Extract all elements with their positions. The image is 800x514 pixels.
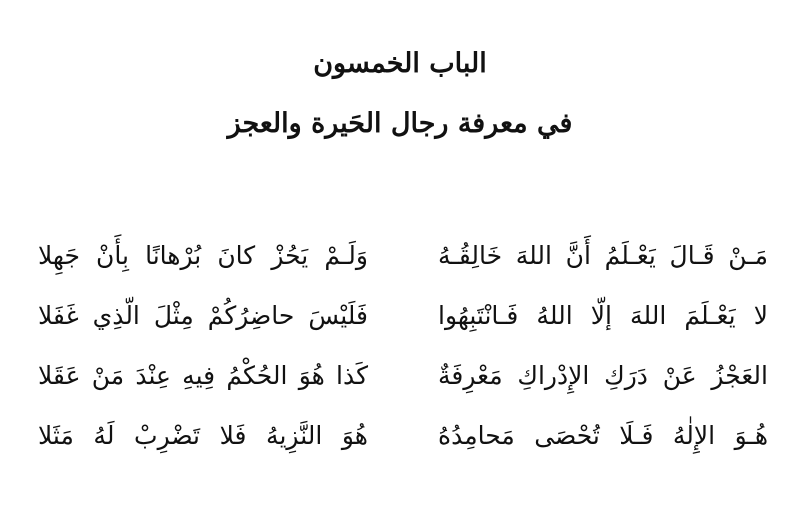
poem-verse bbox=[38, 414, 768, 474]
verse-second-hemistich: كَذا هُوَ الحُكْمُ فِيهِ عِنْدَ مَنْ عَقَلا bbox=[38, 361, 368, 390]
chapter-subtitle: في معرفة رجال الحَيرة والعجز bbox=[227, 108, 573, 139]
verse-first-hemistich: العَجْزُ عَنْ دَرَكِ الإِدْراكِ مَعْرِفَةٌ bbox=[438, 361, 768, 390]
verse-first-hemistich: مَـنْ قَـالَ يَعْـلَمُ أَنَّ اللهَ خَالِقُـهُ bbox=[438, 241, 768, 270]
verse-first-hemistich: لا يَعْـلَمَ اللهَ إلّا اللهُ فَـانْتَبِهُوا bbox=[438, 301, 768, 330]
verse-second-hemistich: وَلَـمْ يَحُزْ كانَ بُرْهانًا بِأَنْ جَهِلا bbox=[38, 241, 368, 270]
verse-second-hemistich: فَلَيْسَ حاضِرُكُمْ مِثْلَ الّذِي غَفَلا bbox=[38, 301, 368, 330]
poem-verse bbox=[38, 354, 768, 414]
chapter-title: الباب الخمسون bbox=[313, 48, 487, 79]
verse-second-hemistich: هُوَ النَّزِيهُ فَلا تَضْرِبْ لَهُ مَثَلا bbox=[38, 421, 368, 450]
verse-first-hemistich: هُـوَ الإِلٰهُ فَـلَا تُحْصَى مَحامِدُهُ bbox=[438, 421, 768, 450]
poem-verse bbox=[38, 294, 768, 354]
poem bbox=[38, 234, 768, 474]
poem-verse bbox=[38, 234, 768, 294]
